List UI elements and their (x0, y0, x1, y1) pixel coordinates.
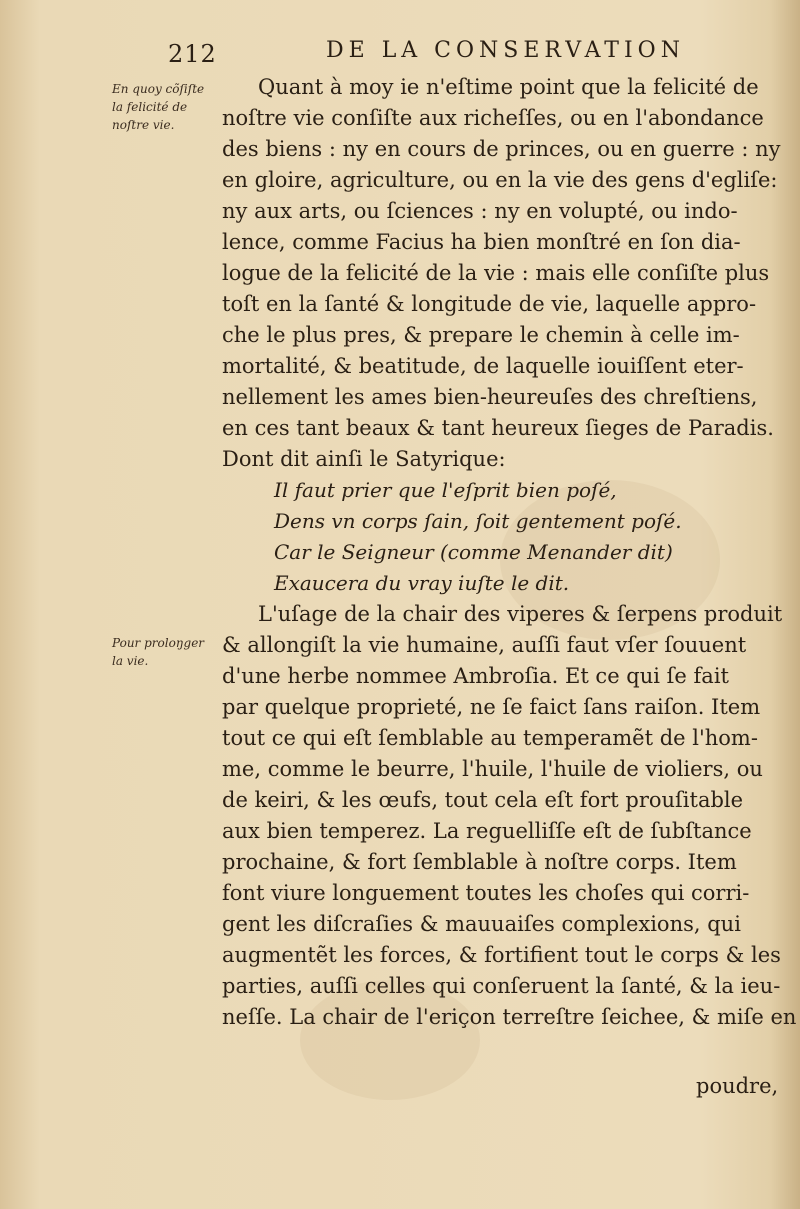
verse-line: Dens vn corps ſain, ſoit gentement poſé. (274, 509, 682, 533)
text-line: lence, comme Facius ha bien monſtré en ſon dia- (222, 230, 741, 254)
text-line: par quelque proprieté, ne ſe faict ſans raiſon. Item (222, 695, 761, 719)
margin-note: Pour proloŋger la vie. (112, 636, 205, 668)
text-line: me, comme le beurre, l'huile, l'huile de violiers, ou (222, 757, 763, 781)
text-line: neſſe. La chair de l'eriçon terreſtre ſeichee, & miſe en (222, 1005, 797, 1029)
text-line: & allongiſt la vie humaine, auſſi faut vſer ſouuent (222, 633, 747, 657)
text-line: font viure longuement toutes les choſes qui corri- (222, 881, 750, 905)
text-line: che le plus pres, & prepare le chemin à celle im- (222, 323, 740, 347)
text-line: augmentẽt les forces, & fortifient tout le corps & les (222, 943, 781, 967)
verse-line: Car le Seigneur (comme Menander dit) (274, 540, 673, 564)
text-line: L'uſage de la chair des viperes & ſerpens produit (258, 602, 783, 626)
text-line: mortalité, & beatitude, de laquelle iouiſſent eter- (222, 354, 744, 378)
text-line: parties, auſſi celles qui conſeruent la ſanté, & la ieu- (222, 974, 781, 998)
text-line: ny aux arts, ou ſciences : ny en volupté, ou indo- (222, 199, 738, 223)
page-header (0, 34, 800, 74)
text-line: Dont dit ainſi le Satyrique: (222, 447, 506, 471)
text-line: tout ce qui eſt ſemblable au temperamẽt de l'hom- (222, 726, 758, 750)
running-title: DE LA CONSERVATION (326, 38, 685, 63)
text-line: aux bien temperez. La reguelliſſe eſt de ſubſtance (222, 819, 752, 843)
text-line: des biens : ny en cours de princes, ou en guerre : ny (222, 137, 781, 161)
text-line: en gloire, agriculture, ou en la vie des gens d'egliſe: (222, 168, 778, 192)
text-line: d'une herbe nommee Ambroſia. Et ce qui ſe fait (222, 664, 729, 688)
margin-note: En quoy cõſiſte la felicité de noſtre vie. (112, 82, 205, 132)
text-line: prochaine, & fort ſemblable à noſtre corps. Item (222, 850, 737, 874)
text-line: gent les diſcraſies & mauuaiſes complexions, qui (222, 912, 741, 936)
verse-line: Il faut prier que l'eſprit bien poſé, (274, 478, 617, 502)
text-line: noſtre vie conſiſte aux richeſſes, ou en l'abondance (222, 106, 764, 130)
catchword: poudre, (696, 1074, 779, 1098)
text-line: nellement les ames bien-heureuſes des chreſtiens, (222, 385, 758, 409)
text-line: Quant à moy ie n'eſtime point que la felicité de (258, 75, 759, 99)
page-number: 212 (168, 40, 217, 68)
text-line: en ces tant beaux & tant heureux ſieges de Paradis. (222, 416, 774, 440)
verse-line: Exaucera du vray iuſte le dit. (274, 571, 570, 595)
text-line: de keiri, & les œufs, tout cela eſt fort prouſitable (222, 788, 744, 812)
text-line: toſt en la ſanté & longitude de vie, laquelle appro- (222, 292, 757, 316)
body-text (222, 72, 797, 1033)
text-line: logue de la felicité de la vie : mais elle conſiſte plus (222, 261, 770, 285)
